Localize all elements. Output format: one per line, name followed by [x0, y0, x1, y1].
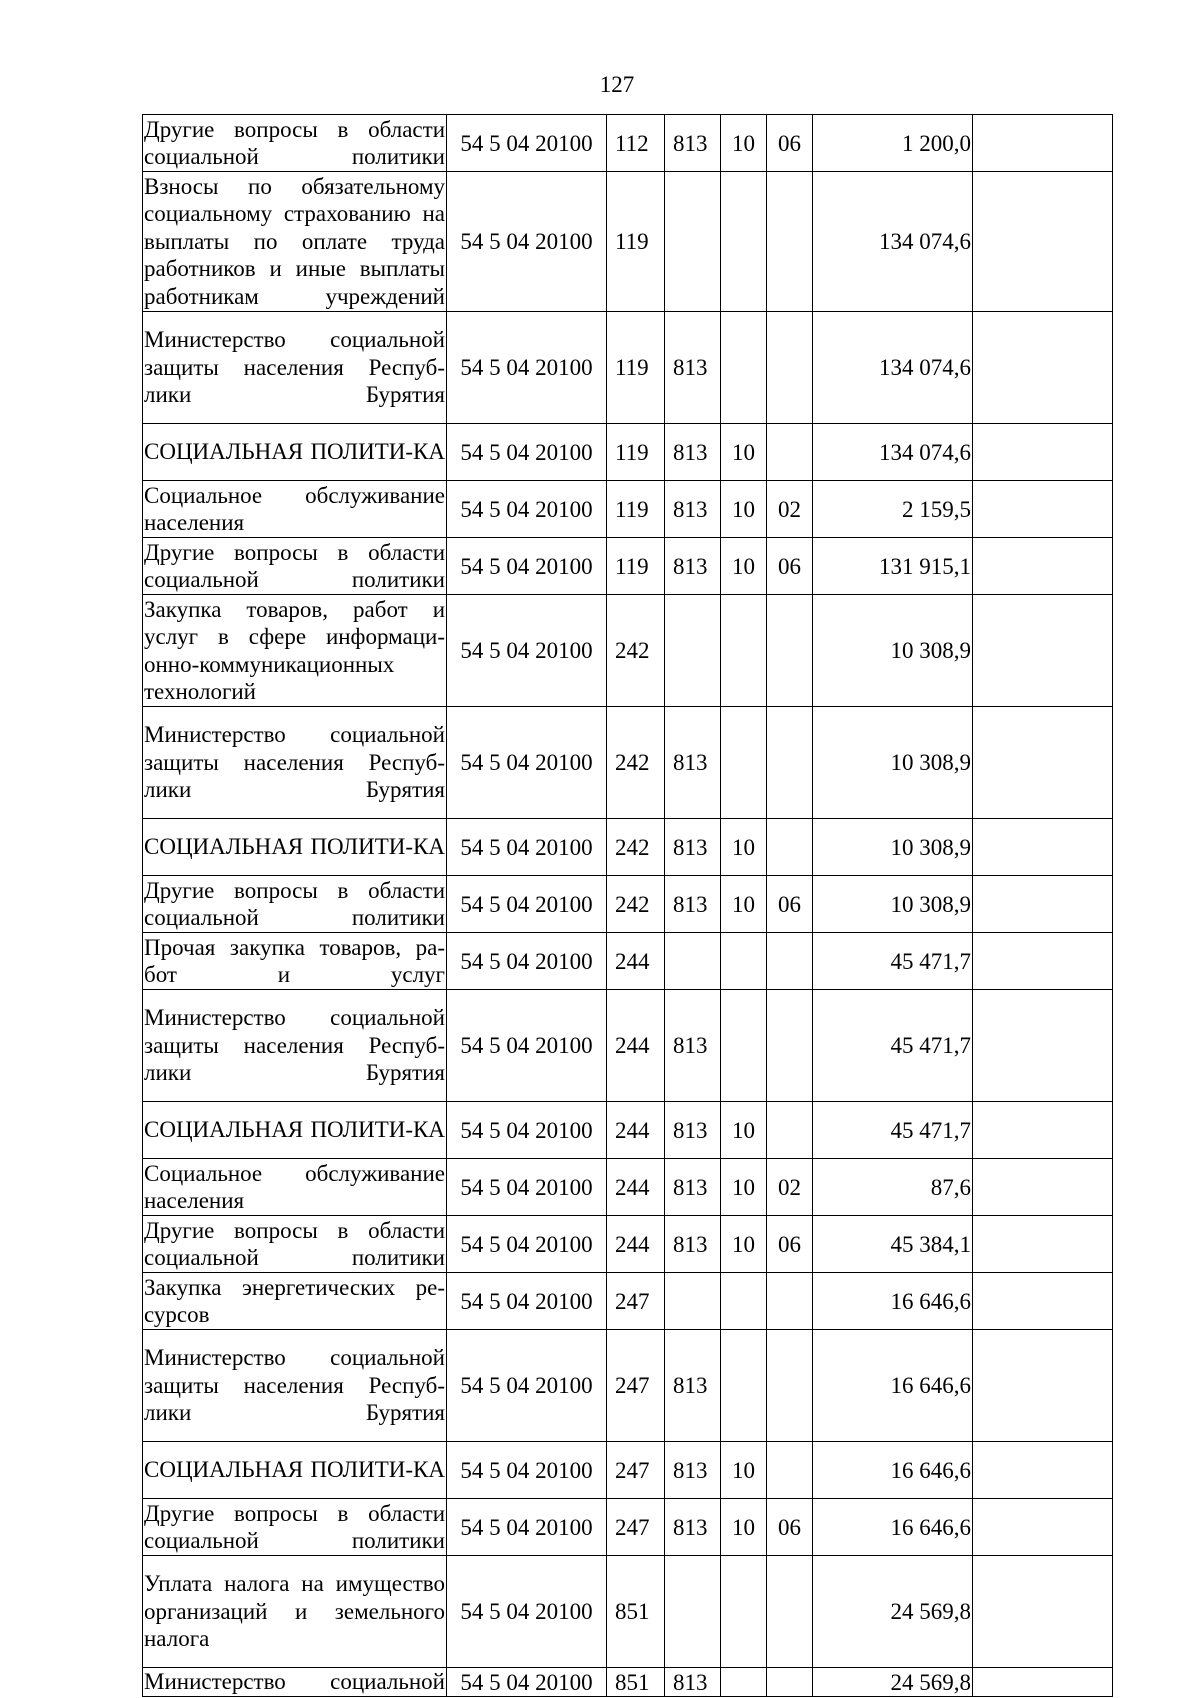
row-expense-type: 244 [607, 1102, 665, 1159]
row-empty-cell [973, 1499, 1113, 1556]
row-name: СОЦИАЛЬНАЯ ПОЛИТИ-КА [143, 1102, 447, 1159]
row-expense-type: 242 [607, 819, 665, 876]
row-amount: 87,6 [813, 1159, 973, 1216]
row-expense-type: 119 [607, 538, 665, 595]
table-row [143, 707, 1113, 819]
row-name: Министерство социальной защиты населения Респуб-лики Бурятия [143, 707, 447, 819]
row-empty-cell [973, 312, 1113, 424]
row-name: Министерство социальной защиты населения Респуб-лики Бурятия [143, 312, 447, 424]
row-amount: 16 646,6 [813, 1442, 973, 1499]
table-row [143, 1330, 1113, 1442]
row-expense-type: 247 [607, 1499, 665, 1556]
row-subsection [767, 172, 813, 312]
row-name: Министерство социальной защиты населения Респуб-лики Бурятия [143, 1330, 447, 1442]
row-section [721, 1330, 767, 1442]
row-name: Другие вопросы в области социальной политики [143, 538, 447, 595]
row-empty-cell [973, 876, 1113, 933]
table-row [143, 1216, 1113, 1273]
row-section: 10 [721, 481, 767, 538]
row-subsection [767, 424, 813, 481]
row-section: 10 [721, 424, 767, 481]
table-body [143, 115, 1113, 1697]
row-target-code: 54 5 04 20100 [447, 1273, 607, 1330]
table-row [143, 1442, 1113, 1499]
row-target-code: 54 5 04 20100 [447, 1159, 607, 1216]
row-subsection [767, 933, 813, 990]
row-name: Закупка товаров, работ и услуг в сфере информаци-онно-коммуникационных технологий [143, 595, 447, 707]
row-empty-cell [973, 933, 1113, 990]
budget-table [142, 114, 1113, 1697]
row-amount: 16 646,6 [813, 1273, 973, 1330]
table-row [143, 1556, 1113, 1668]
row-target-code: 54 5 04 20100 [447, 933, 607, 990]
row-empty-cell [973, 707, 1113, 819]
row-subsection [767, 595, 813, 707]
row-amount: 10 308,9 [813, 707, 973, 819]
row-section [721, 933, 767, 990]
row-subsection [767, 1273, 813, 1330]
row-subsection: 02 [767, 481, 813, 538]
row-empty-cell [973, 115, 1113, 172]
row-ministry-code: 813 [665, 481, 721, 538]
row-subsection [767, 819, 813, 876]
row-section: 10 [721, 1499, 767, 1556]
row-name: Социальное обслуживание населения [143, 1159, 447, 1216]
row-section [721, 1273, 767, 1330]
row-name: Уплата налога на имущество организаций и земельного налога [143, 1556, 447, 1668]
row-subsection [767, 312, 813, 424]
row-name: Министерство социальной защиты населения Респуб-лики Бурятия [143, 990, 447, 1102]
row-ministry-code: 813 [665, 538, 721, 595]
row-expense-type: 119 [607, 172, 665, 312]
row-name: Другие вопросы в области социальной политики [143, 876, 447, 933]
row-target-code: 54 5 04 20100 [447, 538, 607, 595]
row-amount: 134 074,6 [813, 312, 973, 424]
row-section [721, 595, 767, 707]
row-expense-type: 119 [607, 312, 665, 424]
row-target-code: 54 5 04 20100 [447, 707, 607, 819]
row-empty-cell [973, 1216, 1113, 1273]
row-expense-type: 244 [607, 933, 665, 990]
table-row [143, 424, 1113, 481]
row-ministry-code: 813 [665, 312, 721, 424]
row-expense-type: 112 [607, 115, 665, 172]
row-name: Закупка энергетических ре-сурсов [143, 1273, 447, 1330]
row-section: 10 [721, 1159, 767, 1216]
row-target-code: 54 5 04 20100 [447, 1556, 607, 1668]
row-target-code: 54 5 04 20100 [447, 1668, 607, 1697]
row-expense-type: 119 [607, 424, 665, 481]
row-empty-cell [973, 1273, 1113, 1330]
table-row [143, 1159, 1113, 1216]
table-row [143, 1102, 1113, 1159]
row-target-code: 54 5 04 20100 [447, 876, 607, 933]
row-empty-cell [973, 1102, 1113, 1159]
row-section [721, 1668, 767, 1697]
table-row [143, 819, 1113, 876]
row-section [721, 990, 767, 1102]
row-empty-cell [973, 1442, 1113, 1499]
row-section [721, 707, 767, 819]
row-section: 10 [721, 819, 767, 876]
row-amount: 10 308,9 [813, 819, 973, 876]
table-row [143, 876, 1113, 933]
table-row [143, 1273, 1113, 1330]
row-empty-cell [973, 595, 1113, 707]
row-ministry-code [665, 1273, 721, 1330]
row-target-code: 54 5 04 20100 [447, 990, 607, 1102]
row-amount: 134 074,6 [813, 424, 973, 481]
row-ministry-code: 813 [665, 1442, 721, 1499]
row-section: 10 [721, 1102, 767, 1159]
row-subsection: 02 [767, 1159, 813, 1216]
row-subsection: 06 [767, 538, 813, 595]
row-subsection: 06 [767, 1216, 813, 1273]
row-amount: 10 308,9 [813, 876, 973, 933]
row-section: 10 [721, 115, 767, 172]
row-section [721, 172, 767, 312]
row-amount: 45 471,7 [813, 933, 973, 990]
row-amount: 10 308,9 [813, 595, 973, 707]
row-amount: 24 569,8 [813, 1668, 973, 1697]
row-ministry-code [665, 172, 721, 312]
row-section: 10 [721, 876, 767, 933]
table-row [143, 990, 1113, 1102]
row-name: Другие вопросы в области социальной политики [143, 115, 447, 172]
row-amount: 16 646,6 [813, 1330, 973, 1442]
row-subsection [767, 1102, 813, 1159]
row-section: 10 [721, 538, 767, 595]
row-empty-cell [973, 481, 1113, 538]
row-expense-type: 242 [607, 876, 665, 933]
row-subsection [767, 1668, 813, 1697]
row-ministry-code: 813 [665, 1499, 721, 1556]
row-section: 10 [721, 1442, 767, 1499]
table-row [143, 538, 1113, 595]
row-ministry-code [665, 1556, 721, 1668]
table-row [143, 312, 1113, 424]
row-name: Министерство социальной [143, 1668, 447, 1697]
row-expense-type: 247 [607, 1273, 665, 1330]
table-row [143, 595, 1113, 707]
row-subsection: 06 [767, 115, 813, 172]
row-ministry-code [665, 933, 721, 990]
row-subsection [767, 990, 813, 1102]
row-name: Социальное обслуживание населения [143, 481, 447, 538]
row-ministry-code [665, 595, 721, 707]
table-row [143, 481, 1113, 538]
row-target-code: 54 5 04 20100 [447, 312, 607, 424]
row-expense-type: 244 [607, 1216, 665, 1273]
row-empty-cell [973, 1668, 1113, 1697]
row-subsection [767, 1330, 813, 1442]
row-section [721, 312, 767, 424]
row-ministry-code: 813 [665, 1102, 721, 1159]
row-empty-cell [973, 1330, 1113, 1442]
row-target-code: 54 5 04 20100 [447, 115, 607, 172]
row-amount: 1 200,0 [813, 115, 973, 172]
row-section [721, 1556, 767, 1668]
row-expense-type: 244 [607, 990, 665, 1102]
row-ministry-code: 813 [665, 707, 721, 819]
row-target-code: 54 5 04 20100 [447, 595, 607, 707]
row-name: Прочая закупка товаров, ра-бот и услуг [143, 933, 447, 990]
row-ministry-code: 813 [665, 1330, 721, 1442]
row-empty-cell [973, 538, 1113, 595]
row-subsection [767, 1556, 813, 1668]
row-section: 10 [721, 1216, 767, 1273]
row-ministry-code: 813 [665, 990, 721, 1102]
row-expense-type: 247 [607, 1442, 665, 1499]
table-row [143, 1499, 1113, 1556]
row-target-code: 54 5 04 20100 [447, 819, 607, 876]
row-expense-type: 244 [607, 1159, 665, 1216]
row-empty-cell [973, 172, 1113, 312]
row-ministry-code: 813 [665, 1668, 721, 1697]
row-expense-type: 242 [607, 595, 665, 707]
table-row [143, 933, 1113, 990]
row-amount: 134 074,6 [813, 172, 973, 312]
row-name: СОЦИАЛЬНАЯ ПОЛИТИ-КА [143, 819, 447, 876]
row-name: Взносы по обязательному социальному страхованию на выплаты по оплате труда работников и иные выплаты работникам учреждений [143, 172, 447, 312]
row-name: СОЦИАЛЬНАЯ ПОЛИТИ-КА [143, 1442, 447, 1499]
row-subsection: 06 [767, 876, 813, 933]
row-expense-type: 851 [607, 1668, 665, 1697]
row-expense-type: 247 [607, 1330, 665, 1442]
row-empty-cell [973, 819, 1113, 876]
row-ministry-code: 813 [665, 876, 721, 933]
row-amount: 2 159,5 [813, 481, 973, 538]
row-subsection [767, 707, 813, 819]
row-target-code: 54 5 04 20100 [447, 1216, 607, 1273]
row-empty-cell [973, 990, 1113, 1102]
table-row [143, 115, 1113, 172]
row-empty-cell [973, 1556, 1113, 1668]
row-subsection [767, 1442, 813, 1499]
row-expense-type: 242 [607, 707, 665, 819]
row-expense-type: 119 [607, 481, 665, 538]
row-name: СОЦИАЛЬНАЯ ПОЛИТИ-КА [143, 424, 447, 481]
row-amount: 24 569,8 [813, 1556, 973, 1668]
row-name: Другие вопросы в области социальной политики [143, 1499, 447, 1556]
row-name: Другие вопросы в области социальной политики [143, 1216, 447, 1273]
row-subsection: 06 [767, 1499, 813, 1556]
row-target-code: 54 5 04 20100 [447, 1102, 607, 1159]
row-target-code: 54 5 04 20100 [447, 172, 607, 312]
row-target-code: 54 5 04 20100 [447, 481, 607, 538]
table-row [143, 172, 1113, 312]
row-empty-cell [973, 424, 1113, 481]
row-expense-type: 851 [607, 1556, 665, 1668]
row-amount: 45 471,7 [813, 1102, 973, 1159]
row-amount: 16 646,6 [813, 1499, 973, 1556]
row-ministry-code: 813 [665, 424, 721, 481]
row-empty-cell [973, 1159, 1113, 1216]
page-number: 127 [599, 72, 635, 97]
row-amount: 45 384,1 [813, 1216, 973, 1273]
row-ministry-code: 813 [665, 819, 721, 876]
table-row [143, 1668, 1113, 1697]
row-target-code: 54 5 04 20100 [447, 1330, 607, 1442]
row-target-code: 54 5 04 20100 [447, 1442, 607, 1499]
row-ministry-code: 813 [665, 1159, 721, 1216]
row-target-code: 54 5 04 20100 [447, 424, 607, 481]
row-ministry-code: 813 [665, 115, 721, 172]
row-amount: 45 471,7 [813, 990, 973, 1102]
row-target-code: 54 5 04 20100 [447, 1499, 607, 1556]
row-ministry-code: 813 [665, 1216, 721, 1273]
row-amount: 131 915,1 [813, 538, 973, 595]
